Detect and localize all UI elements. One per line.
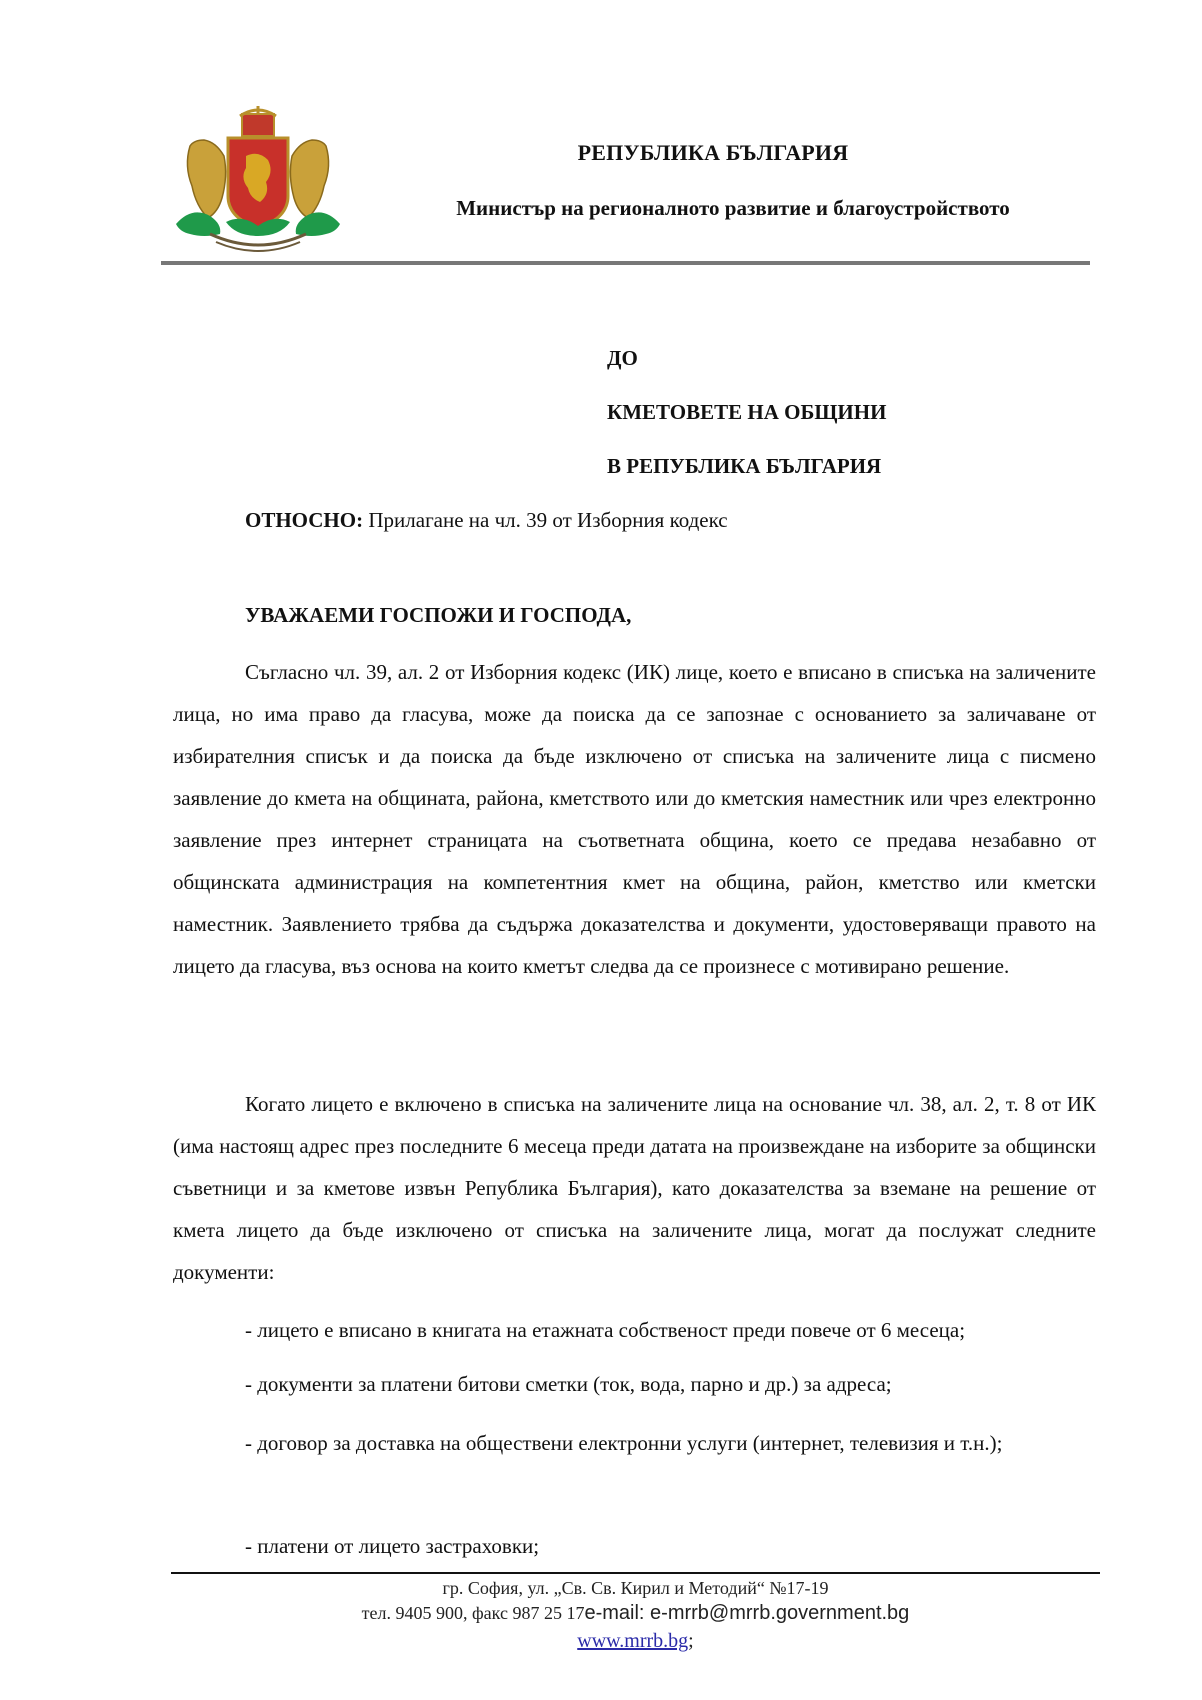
subject-text: Прилагане на чл. 39 от Изборния кодекс xyxy=(363,508,728,532)
header-title: РЕПУБЛИКА БЪЛГАРИЯ xyxy=(577,140,849,165)
footer-divider xyxy=(171,1572,1100,1574)
paragraph-text: Когато лицето е включено в списъка на заличените лица на основание чл. 38, ал. 2, т. 8 от ИК (има настоящ адрес през последните 6 месеца преди датата на произвеждане на изборите за общински съветници и за кметове извън Република България), като доказателства за вземане на решение от кмета лицето да бъде изключено от списъка на заличените лица, могат да послужат следните документи: xyxy=(173,1092,1096,1284)
list-item: - платени от лицето застраховки; xyxy=(245,1534,540,1558)
addressee-line: ДО xyxy=(607,346,638,370)
body-paragraph xyxy=(173,651,1096,987)
addressee-line: В РЕПУБЛИКА БЪЛГАРИЯ xyxy=(607,454,882,478)
website-link[interactable]: www.mrrb.bg xyxy=(577,1630,689,1652)
paragraph-text: Съгласно чл. 39, ал. 2 от Изборния кодекс (ИК) лице, което е вписано в списъка на заличените лица, но има право да гласува, може да поиска да се запознае с основанието за заличаване от избирателния списък и да поиска да бъде изключено от списъка на заличените лица с писмено заявление до кмета на общината, района, кметството или до кметския наместник или чрез електронно заявление през интернет страницата на съответната община, което се предава незабавно от общинската администрация на компетентния кмет на община, район, кметство или кметски наместник. Заявлението трябва да съдържа доказателства и документи, удостоверяващи правото на лицето да гласува, въз основа на които кметът следва да се произнесе с мотивирано решение. xyxy=(173,660,1096,978)
footer-email-label: e-mail: xyxy=(584,1602,651,1624)
footer-phone-fax: тел. 9405 900, факс 987 25 17 xyxy=(361,1603,585,1623)
body-paragraph xyxy=(173,1083,1096,1293)
footer-contacts xyxy=(171,1602,1100,1625)
coat-of-arms-icon xyxy=(170,106,346,258)
footer-address: гр. София, ул. „Св. Св. Кирил и Методий“ №17-19 xyxy=(442,1578,829,1598)
footer-website-line xyxy=(171,1630,1100,1653)
list-item: - договор за доставка на обществени електронни услуги (интернет, телевизия и т.н.); xyxy=(245,1431,1003,1455)
list-item: - лицето е вписано в книгата на етажната собственост преди повече от 6 месеца; xyxy=(245,1318,966,1342)
header-divider xyxy=(161,261,1090,265)
list-item: - документи за платени битови сметки (ток, вода, парно и др.) за адреса; xyxy=(245,1372,892,1396)
footer-email: e-mrrb@mrrb.government.bg xyxy=(650,1602,910,1624)
addressee-line: КМЕТОВЕТЕ НА ОБЩИНИ xyxy=(607,400,887,424)
salutation: УВАЖАЕМИ ГОСПОЖИ И ГОСПОДА, xyxy=(245,603,632,627)
subject-label: ОТНОСНО: xyxy=(245,508,364,532)
website-suffix: ; xyxy=(688,1630,694,1652)
subject-line xyxy=(245,508,728,533)
header-subtitle: Министър на регионалното развитие и благоустройството xyxy=(456,196,1010,220)
